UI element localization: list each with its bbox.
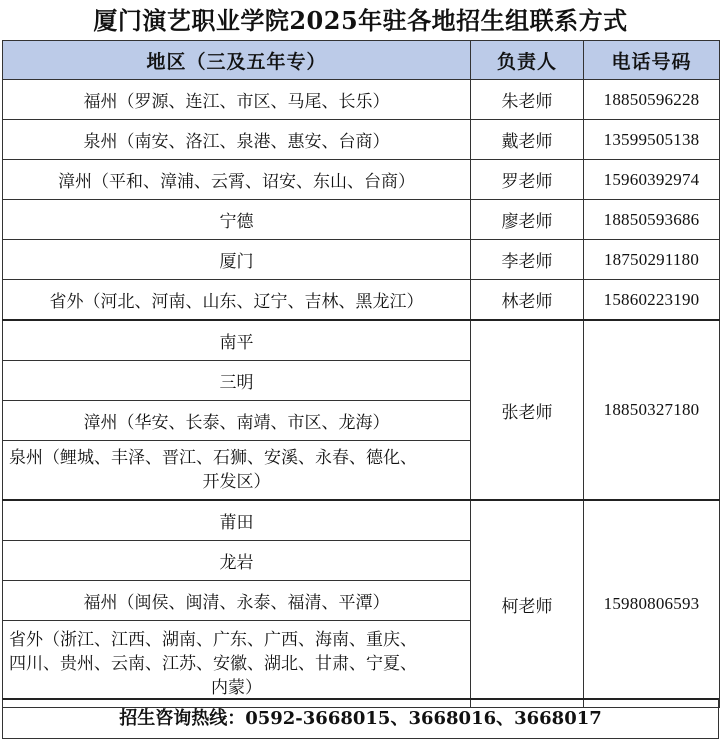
person-cell: 戴老师: [471, 120, 584, 160]
table-row: [3, 160, 720, 200]
phone-cell: 18750291180: [584, 240, 720, 280]
person-cell: 李老师: [471, 240, 584, 280]
header-person: 负责人: [471, 41, 584, 80]
contact-table: [2, 40, 720, 708]
region-line: 泉州（鲤城、丰泽、晋江、石狮、安溪、永春、德化、: [9, 448, 417, 468]
region-cell-multiline: [3, 621, 471, 708]
person-cell: 朱老师: [471, 80, 584, 120]
phone-cell: 18850593686: [584, 200, 720, 240]
person-cell-merged: 柯老师: [471, 500, 584, 708]
table-header-row: [3, 41, 720, 80]
phone-cell-merged: 18850327180: [584, 320, 720, 500]
region-line: 四川、贵州、云南、江苏、安徽、湖北、甘肃、宁夏、: [9, 654, 417, 674]
region-cell-multiline: [3, 441, 471, 501]
phone-cell: 15960392974: [584, 160, 720, 200]
region-cell: 福州（闽侯、闽清、永泰、福清、平潭）: [3, 581, 471, 621]
person-cell: 林老师: [471, 280, 584, 321]
hotline-footer: 招生咨询热线：0592-3668015、3668016、3668017: [2, 698, 719, 739]
phone-cell: 15860223190: [584, 280, 720, 321]
region-cell: 漳州（华安、长泰、南靖、市区、龙海）: [3, 401, 471, 441]
table-row: [3, 280, 720, 321]
table-row: [3, 500, 720, 541]
person-cell: 罗老师: [471, 160, 584, 200]
table-row: [3, 80, 720, 120]
phone-cell: 13599505138: [584, 120, 720, 160]
person-cell-merged: 张老师: [471, 320, 584, 500]
table-row: [3, 120, 720, 160]
region-line: 开发区）: [202, 472, 271, 492]
header-region: 地区（三及五年专）: [3, 41, 471, 80]
phone-cell: 18850596228: [584, 80, 720, 120]
table-row: [3, 240, 720, 280]
region-line: 内蒙）: [211, 678, 262, 698]
phone-cell-merged: 15980806593: [584, 500, 720, 708]
region-cell: 福州（罗源、连江、市区、马尾、长乐）: [3, 80, 471, 120]
region-cell: 宁德: [3, 200, 471, 240]
person-cell: 廖老师: [471, 200, 584, 240]
region-line: 省外（浙江、江西、湖南、广东、广西、海南、重庆、: [9, 630, 417, 650]
region-cell: 龙岩: [3, 541, 471, 581]
table-row: [3, 320, 720, 361]
region-cell: 泉州（南安、洛江、泉港、惠安、台商）: [3, 120, 471, 160]
page-title: 厦门演艺职业学院2025年驻各地招生组联系方式: [93, 6, 628, 35]
header-phone: 电话号码: [584, 41, 720, 80]
table-row: [3, 200, 720, 240]
region-cell: 厦门: [3, 240, 471, 280]
region-cell: 漳州（平和、漳浦、云霄、诏安、东山、台商）: [3, 160, 471, 200]
region-cell: 莆田: [3, 500, 471, 541]
region-cell: 南平: [3, 320, 471, 361]
region-cell: 省外（河北、河南、山东、辽宁、吉林、黑龙江）: [3, 280, 471, 321]
region-cell: 三明: [3, 361, 471, 401]
